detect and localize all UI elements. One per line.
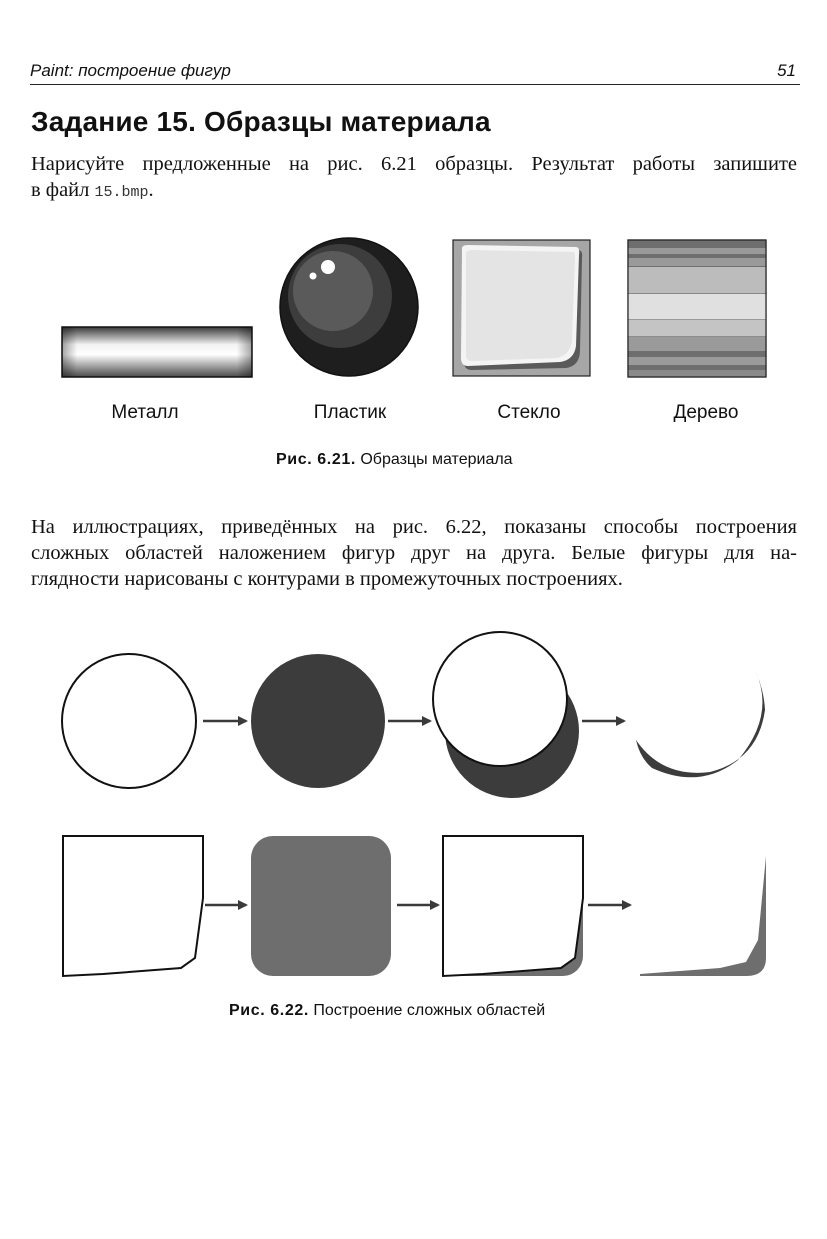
label-glass: Стекло	[497, 402, 561, 423]
body-text-line: глядности нарисованы с контурами в промежуточных построениях.	[31, 568, 623, 590]
task-heading: Задание 15. Образцы материала	[31, 106, 491, 137]
filename: 15.bmp	[94, 184, 149, 201]
page-number: 51	[777, 61, 796, 80]
caption-text: Построение сложных областей	[308, 1002, 546, 1019]
square-step-1	[63, 836, 203, 976]
crescent-result	[636, 670, 765, 777]
body-text-line: На иллюстрациях, приведённых на рис. 6.22, показаны способы построения	[31, 516, 797, 538]
task-text-line	[31, 177, 797, 206]
body-text-line: сложных областей наложением фигур друг на друга. Белые фигуры для на-	[31, 542, 797, 564]
body-paragraph	[31, 514, 797, 592]
task-paragraph	[31, 151, 797, 206]
caption-number: Рис. 6.21.	[276, 451, 356, 468]
task-text-line: Нарисуйте предложенные на рис. 6.21 образцы. Результат работы запишите	[31, 153, 797, 175]
figure-6-22-caption	[229, 1002, 545, 1020]
label-wood: Дерево	[673, 402, 739, 423]
task-text-prefix: в файл	[31, 179, 95, 201]
running-header	[30, 58, 800, 85]
label-metal: Металл	[111, 402, 179, 423]
glass-sample	[453, 240, 590, 376]
caption-text: Образцы материала	[355, 451, 513, 468]
corner-result	[640, 856, 766, 976]
plastic-sample	[280, 238, 418, 376]
caption-number: Рис. 6.22.	[229, 1002, 309, 1019]
label-plastic: Пластик	[313, 402, 387, 423]
running-title: Paint: построение фигур	[30, 61, 231, 80]
wood-sample	[628, 240, 766, 377]
task-text-suffix: .	[148, 179, 154, 201]
square-step-2	[251, 836, 391, 976]
figure-6-21-caption	[276, 451, 513, 469]
circle-step-2	[251, 654, 385, 788]
circle-step-3	[433, 632, 579, 798]
square-step-3	[443, 836, 583, 976]
circle-step-1	[62, 654, 196, 788]
metal-sample	[62, 327, 252, 377]
